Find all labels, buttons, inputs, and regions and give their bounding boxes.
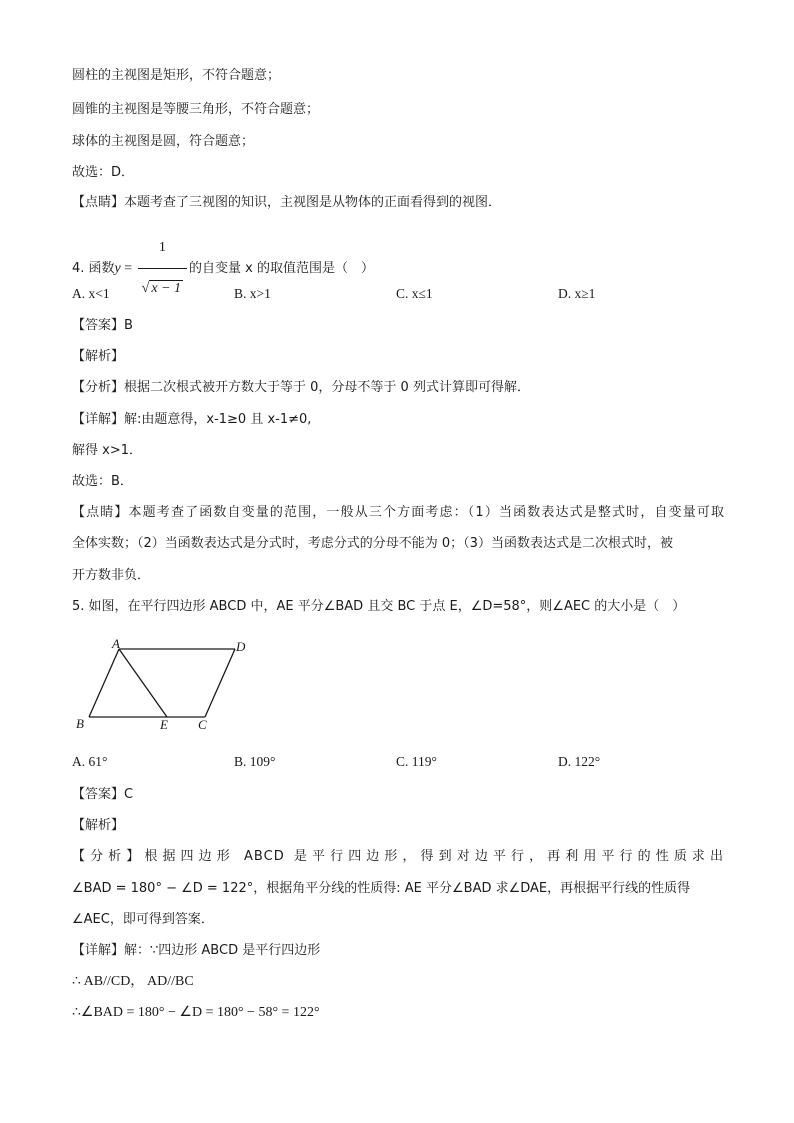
option-b[interactable]: B. 109°: [234, 754, 276, 769]
option-c[interactable]: C. x≤1: [396, 286, 433, 301]
q5-fenxi-1: 【分析】根据四边形 ABCD 是平行四边形，得到对边平行，再利用平行的性质求出: [72, 849, 724, 864]
text-line: 球体的主视图是圆，符合题意；: [72, 134, 255, 149]
q5-step-1: ∴ AB//CD， AD//BC: [72, 974, 194, 989]
q5-answer: 【答案】C: [72, 787, 134, 802]
dianjing-line: 【点睛】本题考查了三视图的知识，主视图是从物体的正面看得到的视图．: [72, 195, 502, 210]
option-a[interactable]: A. x<1: [72, 286, 110, 301]
q5-detail: 【详解】解：∵四边形 ABCD 是平行四边形: [72, 943, 321, 958]
option-d[interactable]: D. 122°: [558, 754, 601, 769]
q5-fenxi-3: ∠AEC，即可得到答案．: [72, 912, 214, 927]
option-c[interactable]: C. 119°: [396, 754, 437, 769]
edge-DC: [205, 649, 235, 717]
q4-answer: 【答案】B: [72, 318, 133, 333]
sqrt-radicand: x − 1: [151, 281, 182, 296]
q4-eq: =: [120, 261, 136, 276]
option-d[interactable]: D. x≥1: [558, 286, 596, 301]
q5-analysis-title: 【解析】: [72, 818, 125, 833]
label-D: D: [236, 639, 246, 654]
q5-options: [72, 754, 732, 774]
text-line: 圆柱的主视图是矩形，不符合题意；: [72, 68, 281, 83]
q5-step-2: ∴∠BAD = 180° − ∠D = 180° − 58° = 122°: [72, 1005, 320, 1020]
label-A: A: [112, 636, 120, 651]
label-C: C: [198, 717, 207, 732]
q4-fenxi: 【分析】根据二次根式被开方数大于等于 0，分母不等于 0 列式计算即可得解．: [72, 380, 530, 395]
q5-fenxi-2: ∠BAD = 180° − ∠D = 122°，根据角平分线的性质得: AE 平分∠BAD 求∠DAE，再根据平行线的性质得: [72, 881, 691, 896]
fraction-numerator: 1: [138, 228, 187, 269]
q4-suffix: 的自变量 x 的取值范围是（ ）: [189, 261, 374, 276]
q4-options: [72, 286, 732, 306]
q4-dianjing-1: 【点睛】本题考查了函数自变量的范围，一般从三个方面考虑：（1）当函数表达式是整式时，自变量可取: [72, 505, 724, 520]
q4-analysis-title: 【解析】: [72, 349, 125, 364]
parallelogram-figure: [72, 634, 262, 738]
q4-y: y: [114, 261, 121, 276]
q4-dianjing-2: 全体实数；（2）当函数表达式是分式时，考虑分式的分母不能为 0；（3）当函数表达式是二次根式时，被: [72, 536, 673, 551]
sqrt-expression: √ x − 1: [141, 281, 182, 296]
q4-solve: 解得 x>1．: [72, 443, 142, 458]
q4-choice: 故选：B．: [72, 474, 133, 489]
q4-prefix: 4. 函数: [72, 261, 115, 276]
option-a[interactable]: A. 61°: [72, 754, 108, 769]
question-5-stem: 5. 如图，在平行四边形 ABCD 中，AE 平分∠BAD 且交 BC 于点 E，∠D=58°，则∠AEC 的大小是（ ）: [72, 599, 686, 614]
text-line: 故选：D．: [72, 165, 135, 180]
q4-detail: 【详解】解:由题意得，x-1≥0 且 x-1≠0,: [72, 412, 312, 427]
q4-dianjing-3: 开方数非负．: [72, 568, 151, 583]
label-B: B: [76, 716, 84, 731]
edge-AB: [89, 649, 119, 717]
label-E: E: [160, 717, 168, 732]
text-line: 圆锥的主视图是等腰三角形，不符合题意；: [72, 102, 320, 117]
segment-AE: [119, 649, 167, 717]
option-b[interactable]: B. x>1: [234, 286, 271, 301]
